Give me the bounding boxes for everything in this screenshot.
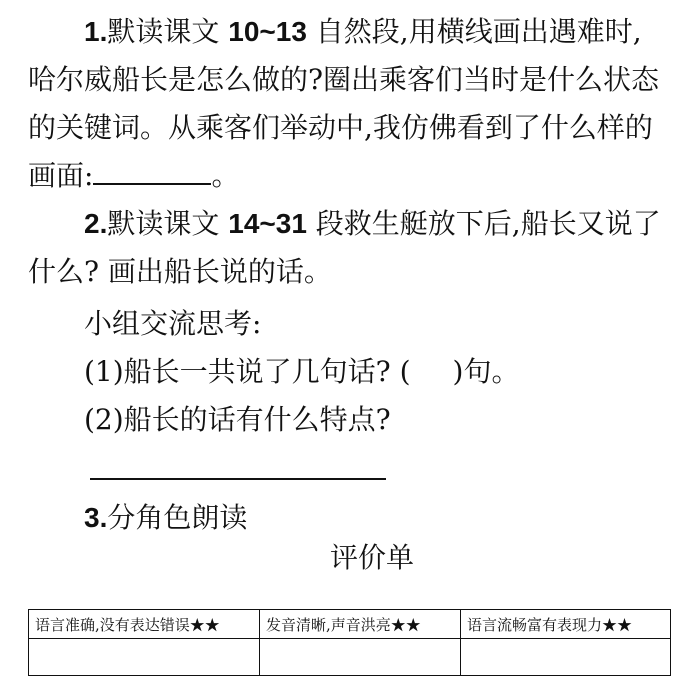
q2-sub-question-1 — [84, 354, 519, 390]
q2-sub-question-2 — [84, 402, 391, 438]
q3-number: 3. — [84, 502, 108, 533]
q2-answer-line[interactable] — [90, 478, 386, 480]
q2-text-a: 默读课文 — [107, 207, 229, 240]
q2-sub1-text: 船长一共说了几句话? ( — [123, 355, 411, 388]
q1-text-c: 自然段,用横线画出遇难时, — [306, 15, 642, 48]
q1-answer-label: 画面: — [28, 159, 94, 192]
q1-answer-blank[interactable] — [93, 161, 211, 185]
q1-line-3: 的关键词。从乘客们举动中,我仿佛看到了什么样的 — [28, 111, 653, 144]
evaluation-table — [28, 609, 671, 676]
q3-line — [84, 500, 247, 536]
evaluation-score-row — [29, 639, 671, 676]
score-cell-pronunciation[interactable] — [260, 639, 461, 676]
q1-number: 1. — [84, 16, 108, 47]
q1-line-1 — [84, 14, 642, 50]
q1-paragraph-range: 10~13 — [228, 16, 307, 47]
q2-paragraph-range: 14~31 — [228, 208, 307, 239]
evaluation-header-row — [29, 610, 671, 639]
q1-line-4 — [28, 158, 239, 194]
q2-sub2-prefix: (2) — [84, 403, 124, 436]
q2-line-2: 什么? 画出船长说的话。 — [28, 255, 332, 288]
evaluation-title: 评价单 — [330, 541, 415, 574]
q2-text-c: 段救生艇放下后,船长又说了 — [306, 207, 661, 240]
q2-sub1-end: )句。 — [452, 355, 520, 388]
q1-text-a: 默读课文 — [107, 15, 229, 48]
criterion-fluency: 语言流畅富有表现力★★ — [461, 610, 671, 639]
q3-text: 分角色朗读 — [107, 501, 248, 534]
q2-number: 2. — [84, 208, 108, 239]
q2-group-discussion: 小组交流思考: — [84, 307, 262, 340]
score-cell-fluency[interactable] — [461, 639, 671, 676]
q1-period: 。 — [211, 159, 240, 192]
q2-line-1 — [84, 206, 661, 242]
score-cell-accuracy[interactable] — [29, 639, 260, 676]
criterion-pronunciation: 发音清晰,声音洪亮★★ — [260, 610, 461, 639]
q1-line-2: 哈尔威船长是怎么做的?圈出乘客们当时是什么状态 — [28, 63, 660, 96]
criterion-accuracy: 语言准确,没有表达错误★★ — [29, 610, 260, 639]
q2-sub2-text: 船长的话有什么特点? — [123, 403, 391, 436]
q2-sub1-prefix: (1) — [84, 355, 124, 388]
